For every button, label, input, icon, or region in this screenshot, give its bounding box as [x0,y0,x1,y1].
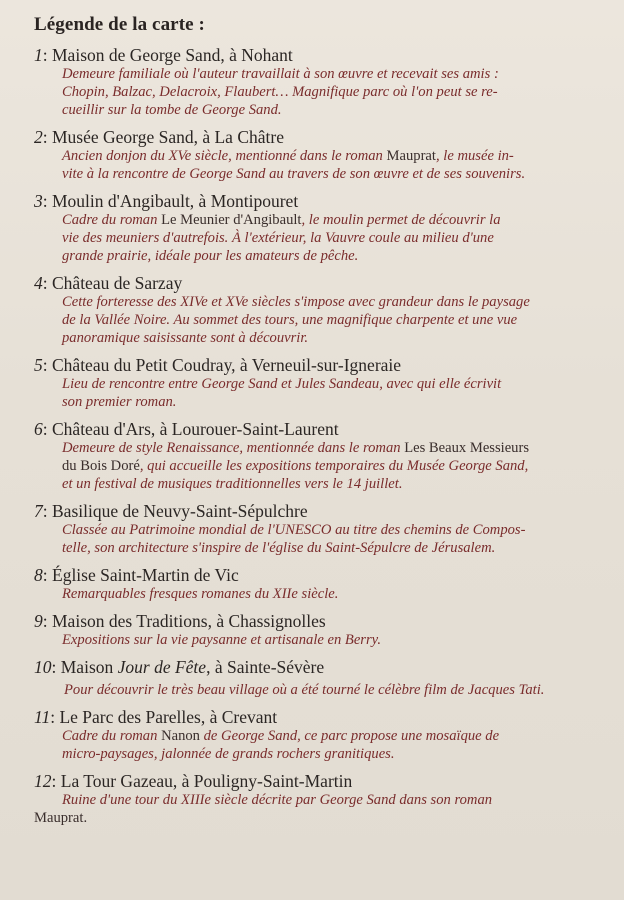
description-line: Demeure de style Renaissance, mentionnée dans le roman Les Beaux Messieurs [62,440,530,456]
description-line: grande prairie, idéale pour les amateurs de pêche. [62,248,359,264]
legend-entry-10: 10: Maison Jour de Fête, à Sainte-Sévère Pour découvrir le très beau village où a été tourné le célèbre film de Jacques Tati. [34,658,610,699]
novel-title: Mauprat [386,148,436,164]
description-line: Cadre du roman Nanon de George Sand, ce parc propose une mosaïque de [62,728,500,744]
entry-description [34,585,610,603]
description-line: Pour découvrir le très beau village où a été tourné le célèbre film de Jacques Tati. [64,682,545,698]
entry-description [34,439,610,493]
entry-number: 7 [34,501,43,521]
legend-entry-5: 5: Château du Petit Coudray, à Verneuil-sur-Igneraie Lieu de rencontre entre George Sand et Jules Sandeau, avec qui elle écrivit son premier roman. [34,356,610,411]
entry-name: Château de Sarzay [52,273,183,293]
entry-name: La Tour Gazeau, à Pouligny-Saint-Martin [60,771,353,791]
description-line: telle, son architecture s'inspire de l'église du Saint-Sépulcre de Jérusalem. [62,540,496,556]
legend-title: Légende de la carte : [34,14,205,35]
novel-title: Le Meunier d'Angibault [161,212,302,228]
description-line: vite à la rencontre de George Sand au travers de son œuvre et de ses souvenirs. [62,166,526,182]
entry-description [34,631,610,649]
entry-number: 10 [34,657,52,677]
entry-number: 4 [34,273,43,293]
description-line: vie des meuniers d'autrefois. À l'extérieur, la Vauvre coule au milieu d'une [62,230,494,246]
description-line: son premier roman. [62,394,177,410]
entry-description [34,211,610,265]
legend-entry-12: 12: La Tour Gazeau, à Pouligny-Saint-Martin Ruine d'une tour du XIIIe siècle décrite par George Sand dans son roman Mauprat. [34,772,610,827]
entry-name: Basilique de Neuvy-Saint-Sépulchre [52,501,308,521]
legend-entry-9: 9: Maison des Traditions, à Chassignolles Expositions sur la vie paysanne et artisanale en Berry. [34,612,610,649]
entry-description [34,147,610,183]
description-line: Remarquables fresques romanes du XIIe siècle. [62,586,339,602]
description-line: micro-paysages, jalonnée de grands rochers granitiques. [62,746,395,762]
description-line: cueillir sur la tombe de George Sand. [62,102,282,118]
novel-title: Les Beaux Messieurs [404,440,530,456]
entry-description [34,727,610,763]
entry-description [34,293,610,347]
description-line: du Bois Doré, qui accueille les expositions temporaires du Musée George Sand, [62,458,529,474]
legend-entry-6: 6: Château d'Ars, à Lourouer-Saint-Laurent Demeure de style Renaissance, mentionnée dans le roman Les Beaux Messieurs du Bois Doré, qui accueille les expositions temporaires du Musée George Sand, et un festival de musiques traditionnelles vers le 14 juillet. [34,420,610,493]
entry-name: Le Parc des Parelles, à Crevant [59,707,278,727]
description-line: Classée au Patrimoine mondial de l'UNESCO au titre des chemins de Compos- [62,522,526,538]
entry-number: 9 [34,611,43,631]
legend-entry-7: 7: Basilique de Neuvy-Saint-Sépulchre Classée au Patrimoine mondial de l'UNESCO au titre des chemins de Compos- telle, son architecture s'inspire de l'église du Saint-Sépulcre de Jérusalem. [34,502,610,557]
entry-description [34,375,610,411]
legend-entry-11: 11: Le Parc des Parelles, à Crevant Cadre du roman Nanon de George Sand, ce parc propose une mosaïque de micro-paysages, jalonnée de grands rochers granitiques. [34,708,610,763]
description-line: Expositions sur la vie paysanne et artisanale en Berry. [62,632,381,648]
description-line: Cette forteresse des XIVe et XVe siècles s'impose avec grandeur dans le paysage [62,294,530,310]
entry-name: Moulin d'Angibault, à Montipouret [52,191,299,211]
entry-number: 12 [34,771,52,791]
entry-description [34,791,610,827]
entry-number: 5 [34,355,43,375]
entry-number: 6 [34,419,43,439]
entry-description [34,521,610,557]
description-line: Ruine d'une tour du XIIIe siècle décrite par George Sand dans son roman [62,792,493,808]
legend-entry-4: 4: Château de Sarzay Cette forteresse des XIVe et XVe siècles s'impose avec grandeur dans le paysage de la Vallée Noire. Au sommet des tours, une magnifique charpente et une vue panoramique saisissante sont à découvrir. [34,274,610,347]
entry-number: 1 [34,45,43,65]
legend-entry-1: 1: Maison de George Sand, à Nohant Demeure familiale où l'auteur travaillait à son œuvre et recevait ses amis : Chopin, Balzac, Delacroix, Flaubert… Magnifique parc où l'on peut se re- cueillir sur la tombe de George Sand. [34,46,610,119]
film-title: Jour de Fête [117,657,207,677]
entry-name: Château d'Ars, à Lourouer-Saint-Laurent [52,419,339,439]
legend-entry-8: 8: Église Saint-Martin de Vic Remarquables fresques romanes du XIIe siècle. [34,566,610,603]
entry-name: Musée George Sand, à La Châtre [52,127,284,147]
entry-number: 11 [34,707,51,727]
entry-number: 3 [34,191,43,211]
description-line: Lieu de rencontre entre George Sand et Jules Sandeau, avec qui elle écrivit [62,376,502,392]
legend-entry-2: 2: Musée George Sand, à La Châtre Ancien donjon du XVe siècle, mentionné dans le roman Mauprat, le musée in- vite à la rencontre de George Sand au travers de son œuvre et de ses souvenirs. [34,128,610,183]
entry-name: Maison des Traditions, à Chassignolles [52,611,326,631]
entry-number: 2 [34,127,43,147]
entry-name: Maison de George Sand, à Nohant [52,45,293,65]
legend-entry-3: 3: Moulin d'Angibault, à Montipouret Cadre du roman Le Meunier d'Angibault, le moulin permet de découvrir la vie des meuniers d'autrefois. À l'extérieur, la Vauvre coule au milieu d'une grande prairie, idéale pour les amateurs de pêche. [34,192,610,265]
description-line: et un festival de musiques traditionnelles vers le 14 juillet. [62,476,403,492]
novel-title: Mauprat [34,810,84,826]
novel-title: Nanon [161,728,200,744]
description-line: Demeure familiale où l'auteur travaillait à son œuvre et recevait ses amis : [62,66,499,82]
entry-description [34,681,610,699]
entry-description [34,65,610,119]
description-line: Chopin, Balzac, Delacroix, Flaubert… Magnifique parc où l'on peut se re- [62,84,498,100]
entry-name: Château du Petit Coudray, à Verneuil-sur-Igneraie [52,355,402,375]
entry-name: Église Saint-Martin de Vic [52,565,239,585]
description-line: Mauprat. [34,810,88,826]
description-line: Ancien donjon du XVe siècle, mentionné dans le roman Mauprat, le musée in- [62,148,514,164]
description-line: Cadre du roman Le Meunier d'Angibault, le moulin permet de découvrir la [62,212,501,228]
entry-number: 8 [34,565,43,585]
novel-title: du Bois Doré [62,458,140,474]
description-line: de la Vallée Noire. Au sommet des tours, une magnifique charpente et une vue [62,312,518,328]
entry-name: Maison Jour de Fête, à Sainte-Sévère [60,657,325,677]
description-line: panoramique saisissante sont à découvrir. [62,330,309,346]
